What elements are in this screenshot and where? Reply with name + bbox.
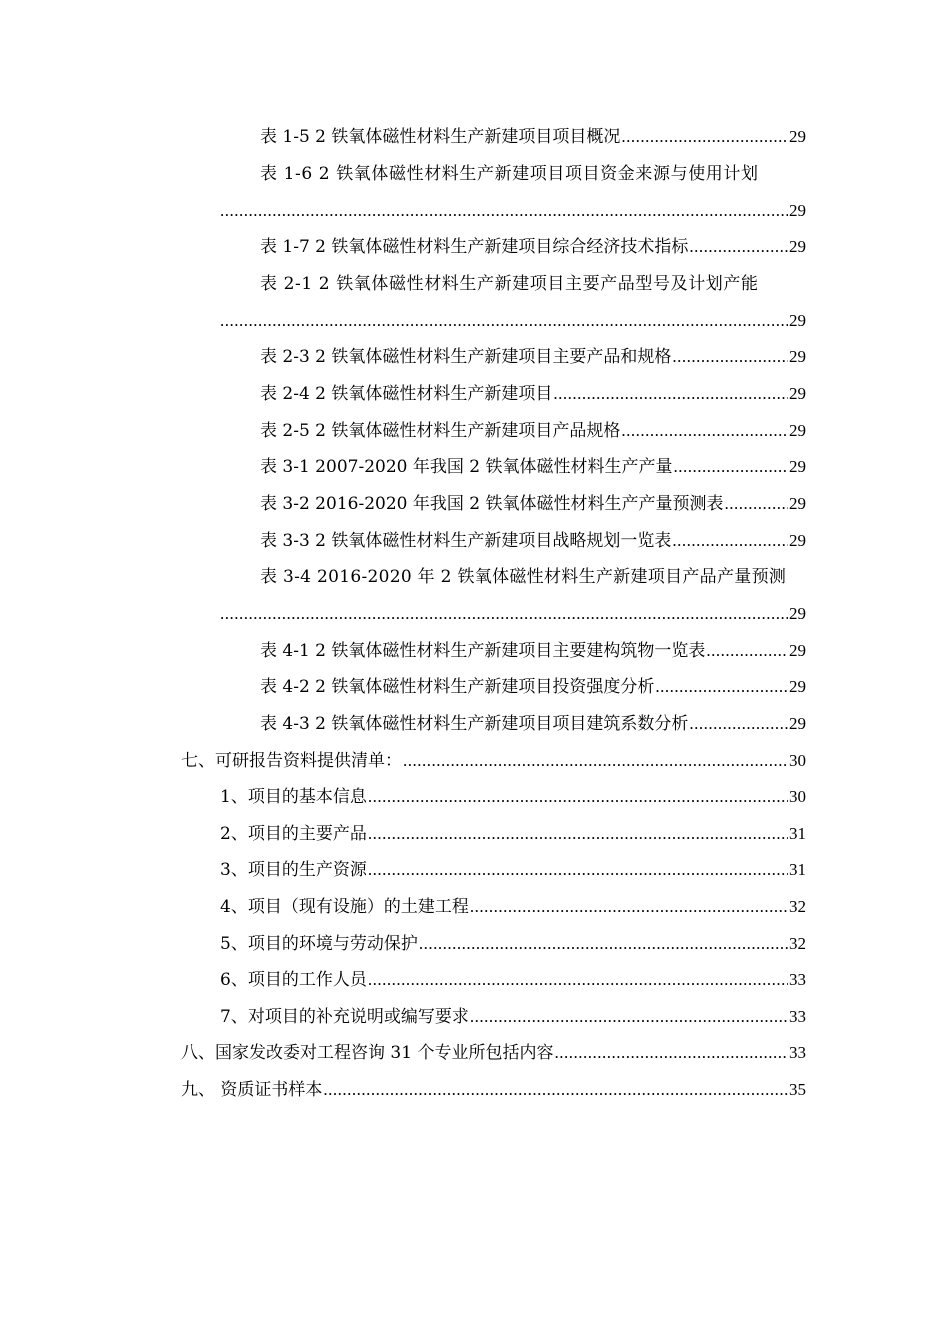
toc-entry[interactable] — [220, 1004, 806, 1030]
toc-entry[interactable] — [260, 124, 806, 150]
toc-leader — [724, 491, 788, 517]
toc-section[interactable] — [181, 748, 806, 774]
toc-entry-page: 29 — [789, 494, 806, 513]
toc-section[interactable] — [181, 1077, 806, 1103]
toc-entry-page: 31 — [789, 860, 806, 879]
toc-entry[interactable] — [220, 821, 806, 847]
toc-entry-page: 29 — [789, 201, 806, 220]
toc-entry-page: 29 — [789, 604, 806, 623]
toc-entry[interactable] — [260, 638, 806, 664]
toc-entry-title: 表 1-7 2 铁氧体磁性材料生产新建项目综合经济技术指标 — [260, 237, 689, 257]
toc-entry[interactable] — [220, 894, 806, 920]
toc-leader — [621, 418, 788, 444]
toc-leader — [673, 454, 788, 480]
toc-entry-page: 32 — [789, 934, 806, 953]
toc-entry-page: 29 — [789, 127, 806, 146]
toc-leader — [689, 711, 788, 737]
toc-entry-title: 表 4-2 2 铁氧体磁性材料生产新建项目投资强度分析 — [260, 677, 655, 697]
toc-entry-title: 5、项目的环境与劳动保护 — [220, 934, 418, 954]
toc-entry-title: 4、项目（现有设施）的土建工程 — [220, 897, 469, 917]
toc-leader — [323, 1077, 788, 1103]
toc-leader — [621, 124, 788, 150]
toc-entry-page: 29 — [789, 531, 806, 550]
toc-entry-title: 6、项目的工作人员 — [220, 970, 367, 990]
toc-entry[interactable] — [260, 234, 806, 260]
toc-entry-page: 29 — [789, 421, 806, 440]
toc-leader — [553, 381, 788, 407]
toc-entry[interactable] — [220, 931, 806, 957]
toc-entry-page: 29 — [789, 347, 806, 366]
toc-leader — [470, 1004, 788, 1030]
toc-entry-page: 29 — [789, 457, 806, 476]
toc-entry-page: 33 — [789, 970, 806, 989]
toc-entry-title[interactable]: 表 2-1 2 铁氧体磁性材料生产新建项目主要产品型号及计划产能 — [260, 274, 759, 294]
toc-leader — [672, 344, 788, 370]
toc-entry-title[interactable]: 表 3-4 2016-2020 年 2 铁氧体磁性材料生产新建项目产品产量预测 — [260, 567, 787, 587]
toc-entry-title: 3、项目的生产资源 — [220, 860, 367, 880]
toc-entry[interactable] — [260, 344, 806, 370]
toc-entry[interactable] — [260, 711, 806, 737]
toc-entry-page: 29 — [789, 237, 806, 256]
toc-leader — [220, 601, 788, 627]
toc-entry-title: 2、项目的主要产品 — [220, 824, 367, 844]
toc-entry[interactable] — [260, 674, 806, 700]
toc-entry-page: 33 — [789, 1007, 806, 1026]
toc-section[interactable] — [181, 1040, 806, 1066]
toc-leader — [689, 234, 788, 260]
toc-entry-page: 29 — [789, 677, 806, 696]
toc-entry-title: 表 4-3 2 铁氧体磁性材料生产新建项目项目建筑系数分析 — [260, 714, 689, 734]
toc-leader — [368, 967, 788, 993]
toc-leader — [419, 931, 788, 957]
toc-leader — [368, 857, 788, 883]
toc-entry-title: 7、对项目的补充说明或编写要求 — [220, 1007, 469, 1027]
toc-leader — [470, 894, 788, 920]
toc-leader — [220, 308, 788, 334]
toc-entry-page: 30 — [789, 751, 806, 770]
toc-entry-title: 七、可研报告资料提供清单： — [181, 751, 402, 771]
toc-entry-title: 九、 资质证书样本 — [181, 1080, 323, 1100]
toc-entry[interactable] — [260, 528, 806, 554]
toc-entry-title: 表 3-3 2 铁氧体磁性材料生产新建项目战略规划一览表 — [260, 531, 672, 551]
toc-entry-title: 表 2-4 2 铁氧体磁性材料生产新建项目 — [260, 384, 553, 404]
toc-entry[interactable] — [260, 454, 806, 480]
toc-entry-page: 29 — [789, 311, 806, 330]
toc-entry-page: 35 — [789, 1080, 806, 1099]
toc-entry-page: 33 — [789, 1043, 806, 1062]
toc-entry-title: 表 1-5 2 铁氧体磁性材料生产新建项目项目概况 — [260, 127, 621, 147]
toc-entry-title: 表 2-5 2 铁氧体磁性材料生产新建项目产品规格 — [260, 421, 621, 441]
toc-entry[interactable] — [260, 491, 806, 517]
toc-entry-title: 1、项目的基本信息 — [220, 787, 367, 807]
toc-leader — [368, 784, 788, 810]
toc-entry[interactable] — [220, 857, 806, 883]
toc-leader — [220, 198, 788, 224]
toc-entry-continuation[interactable] — [220, 601, 806, 627]
toc-entry[interactable] — [260, 418, 806, 444]
toc-entry-title: 八、国家发改委对工程咨询 31 个专业所包括内容 — [181, 1043, 554, 1063]
toc-entry-continuation[interactable] — [220, 198, 806, 224]
toc-entry[interactable] — [220, 784, 806, 810]
toc-leader — [672, 528, 788, 554]
toc-leader — [403, 748, 788, 774]
toc-leader — [655, 674, 788, 700]
toc-entry-continuation[interactable] — [220, 308, 806, 334]
toc-leader — [554, 1040, 788, 1066]
toc-entry-page: 30 — [789, 787, 806, 806]
toc-leader — [706, 638, 788, 664]
toc-entry[interactable] — [260, 381, 806, 407]
toc-entry-title: 表 2-3 2 铁氧体磁性材料生产新建项目主要产品和规格 — [260, 347, 672, 367]
toc-leader — [368, 821, 788, 847]
toc-entry-page: 29 — [789, 714, 806, 733]
toc-entry-page: 29 — [789, 641, 806, 660]
toc-entry-page: 31 — [789, 824, 806, 843]
toc-entry-title: 表 3-1 2007-2020 年我国 2 铁氧体磁性材料生产产量 — [260, 457, 673, 477]
toc-entry-title: 表 3-2 2016-2020 年我国 2 铁氧体磁性材料生产产量预测表 — [260, 494, 724, 514]
toc-entry-page: 32 — [789, 897, 806, 916]
toc-entry-page: 29 — [789, 384, 806, 403]
toc-entry-title: 表 4-1 2 铁氧体磁性材料生产新建项目主要建构筑物一览表 — [260, 641, 706, 661]
toc-entry[interactable] — [220, 967, 806, 993]
toc-entry-title[interactable]: 表 1-6 2 铁氧体磁性材料生产新建项目项目资金来源与使用计划 — [260, 164, 759, 184]
